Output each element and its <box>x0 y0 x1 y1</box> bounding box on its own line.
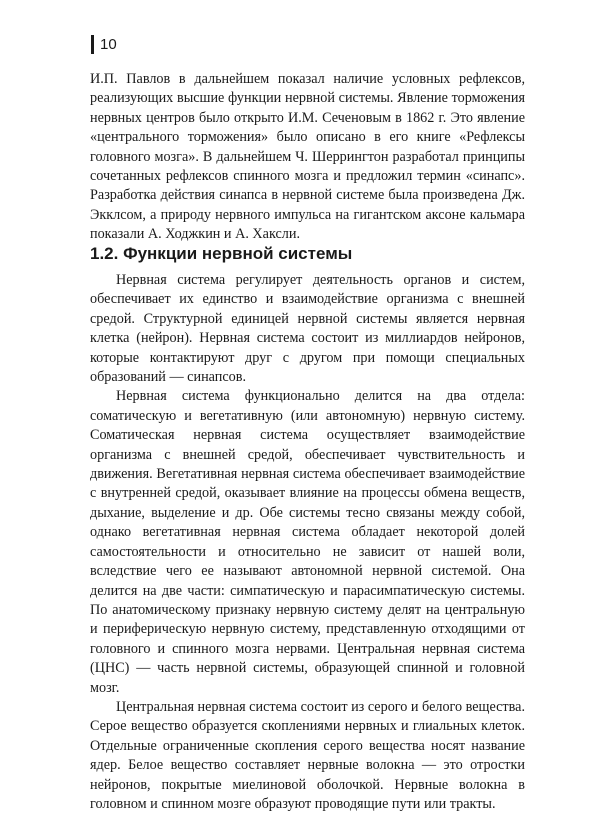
intro-block <box>90 70 525 245</box>
header-bar <box>91 35 94 54</box>
section-paragraph-1: Нервная система регулирует деятельность органов и систем, обеспечивает их единство и взаимодействие организма с внешней средой. Структурной единицей нервной системы является нервная клетка (нейрон). Нервная система состоит из миллиардов нейронов, которые контактируют друг с другом при помощи специальных образований — синапсов. <box>90 272 525 386</box>
section-paragraph-3: Центральная нервная система состоит из серого и белого вещества. Серое вещество образуется скоплениями нервных и глиальных клеток. Отдельные ограниченные скопления серого вещества носят название ядер. Белое вещество составляет нервные волокна — это отростки нейронов, покрытые миелиновой оболочкой. Нервные волокна в головном и спинном мозге образуют проводящие пути или тракты. <box>90 698 525 812</box>
page-number: 10 <box>100 35 117 53</box>
section-body <box>90 271 525 814</box>
section-title: 1.2. Функции нервной системы <box>90 244 353 263</box>
intro-paragraph: И.П. Павлов в дальнейшем показал наличие условных рефлексов, реализующих высшие функции нервной системы. Явление торможения нервных центров было открыто И.М. Сеченовым в 1862 г. Это явление «центрального торможения» было описано в его книге «Рефлексы головного мозга». В дальнейшем Ч. Шеррингтон разработал принципы сочетанных рефлексов спинного мозга и предложил термин «синапс». Разработка действия синапса в нервной системе была произведена Дж. Экклсом, а природу нервного импульса на гигантском аксоне кальмара показали А. Ходжкин и А. Хаксли. <box>90 71 525 243</box>
section-paragraph-2: Нервная система функционально делится на два отдела: соматическую и вегетативную (или автономную) нервную систему. Соматическая нервная система осуществляет взаимодействие организма с внешней средой, обеспечивает чувствительность и движения. Вегетативная нервная система обеспечивает взаимодействие с внутренней средой, оказывает влияние на процессы обмена веществ, дыхание, выделение и др. Обе системы тесно связаны между собой, однако вегетативная нервная система обладает некоторой долей самостоятельности и относительно не зависит от нашей воли, вследствие чего ее называют автономной нервной системой. Она делится на две части: симпатическую и парасимпатическую системы. По анатомическому признаку нервную систему делят на центральную и периферическую нервную систему, представленную отходящими от головного и спинного мозга нервами. Центральная нервная система (ЦНС) — часть нервной системы, образующей спинной и головной мозг. <box>90 388 525 696</box>
page-header <box>91 34 117 54</box>
